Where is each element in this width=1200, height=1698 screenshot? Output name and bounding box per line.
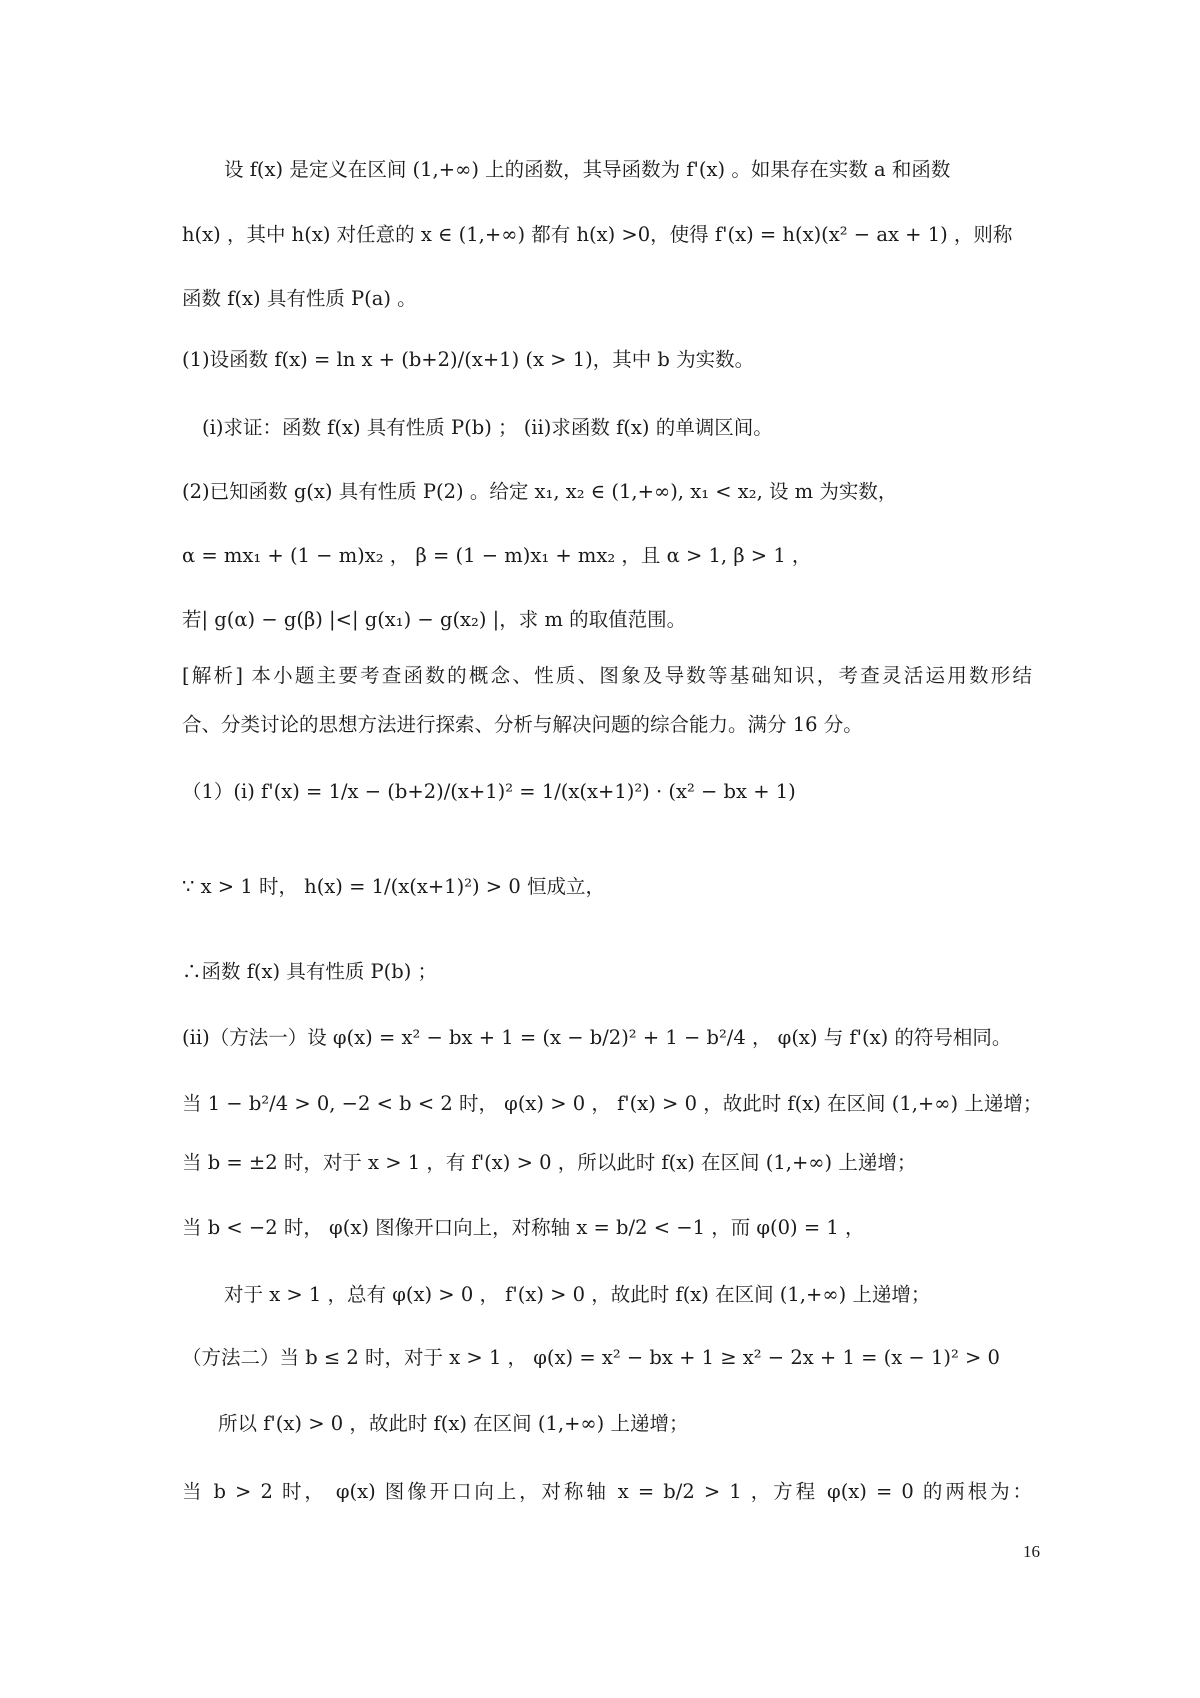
text-line: 合、分类讨论的思想方法进行探索、分析与解决问题的综合能力。满分 16 分。 <box>182 713 863 736</box>
text-line: 当 b = ±2 时，对于 x > 1 ，有 f'(x) > 0 ，所以此时 f(x) 在区间 (1,+∞) 上递增； <box>182 1151 917 1174</box>
text-line: (2)已知函数 g(x) 具有性质 P(2) 。给定 x₁, x₂ ∈ (1,+∞), x₁ < x₂, 设 m 为实数， <box>182 480 898 503</box>
text-line: h(x) ，其中 h(x) 对任意的 x ∈ (1,+∞) 都有 h(x) >0，使得 f'(x) = h(x)(x² − ax + 1) ，则称 <box>182 223 1013 246</box>
text-line: (1)设函数 f(x) = ln x + (b+2)/(x+1) (x > 1)，其中 b 为实数。 <box>182 348 755 371</box>
text-line: (ii)（方法一）设 φ(x) = x² − bx + 1 = (x − b/2)² + 1 − b²/4 ， φ(x) 与 f'(x) 的符号相同。 <box>182 1026 1012 1049</box>
text-line: 设 f(x) 是定义在区间 (1,+∞) 上的函数，其导函数为 f'(x) 。如果存在实数 a 和函数 <box>224 158 951 181</box>
text-line: 当 b > 2 时， φ(x) 图像开口向上，对称轴 x = b/2 > 1 ，方程 φ(x) = 0 的两根为： <box>182 1480 1032 1503</box>
text-line: ∵ x > 1 时， h(x) = 1/(x(x+1)²) > 0 恒成立， <box>182 875 605 898</box>
text-line: 当 b < −2 时， φ(x) 图像开口向上，对称轴 x = b/2 < −1 ，而 φ(0) = 1 ， <box>182 1216 865 1239</box>
text-line: 函数 f(x) 具有性质 P(a) 。 <box>182 287 417 310</box>
text-line: （方法二）当 b ≤ 2 时，对于 x > 1 ， φ(x) = x² − bx + 1 ≥ x² − 2x + 1 = (x − 1)² > 0 <box>182 1346 1000 1369</box>
text-line: （1）(i) f'(x) = 1/x − (b+2)/(x+1)² = 1/(x(x+1)²) · (x² − bx + 1) <box>182 780 796 803</box>
text-line: 若| g(α) − g(β) |<| g(x₁) − g(x₂) |，求 m 的取值范围。 <box>182 608 687 631</box>
text-line: (i)求证：函数 f(x) 具有性质 P(b) ； (ii)求函数 f(x) 的单调区间。 <box>202 416 773 439</box>
page-number: 16 <box>1023 1542 1040 1561</box>
text-line: 所以 f'(x) > 0 ，故此时 f(x) 在区间 (1,+∞) 上递增； <box>218 1412 689 1435</box>
text-line: α = mx₁ + (1 − m)x₂ ， β = (1 − m)x₁ + mx₂ ，且 α > 1, β > 1 ， <box>182 544 812 567</box>
text-line: 对于 x > 1 ，总有 φ(x) > 0 ， f'(x) > 0 ，故此时 f(x) 在区间 (1,+∞) 上递增； <box>224 1283 931 1306</box>
text-line: ∴函数 f(x) 具有性质 P(b) ； <box>182 960 438 983</box>
text-line: [解析] 本小题主要考查函数的概念、性质、图象及导数等基础知识，考查灵活运用数形结 <box>182 664 1032 687</box>
text-line: 当 1 − b²/4 > 0, −2 < b < 2 时， φ(x) > 0 ， f'(x) > 0 ，故此时 f(x) 在区间 (1,+∞) 上递增； <box>182 1092 1043 1115</box>
